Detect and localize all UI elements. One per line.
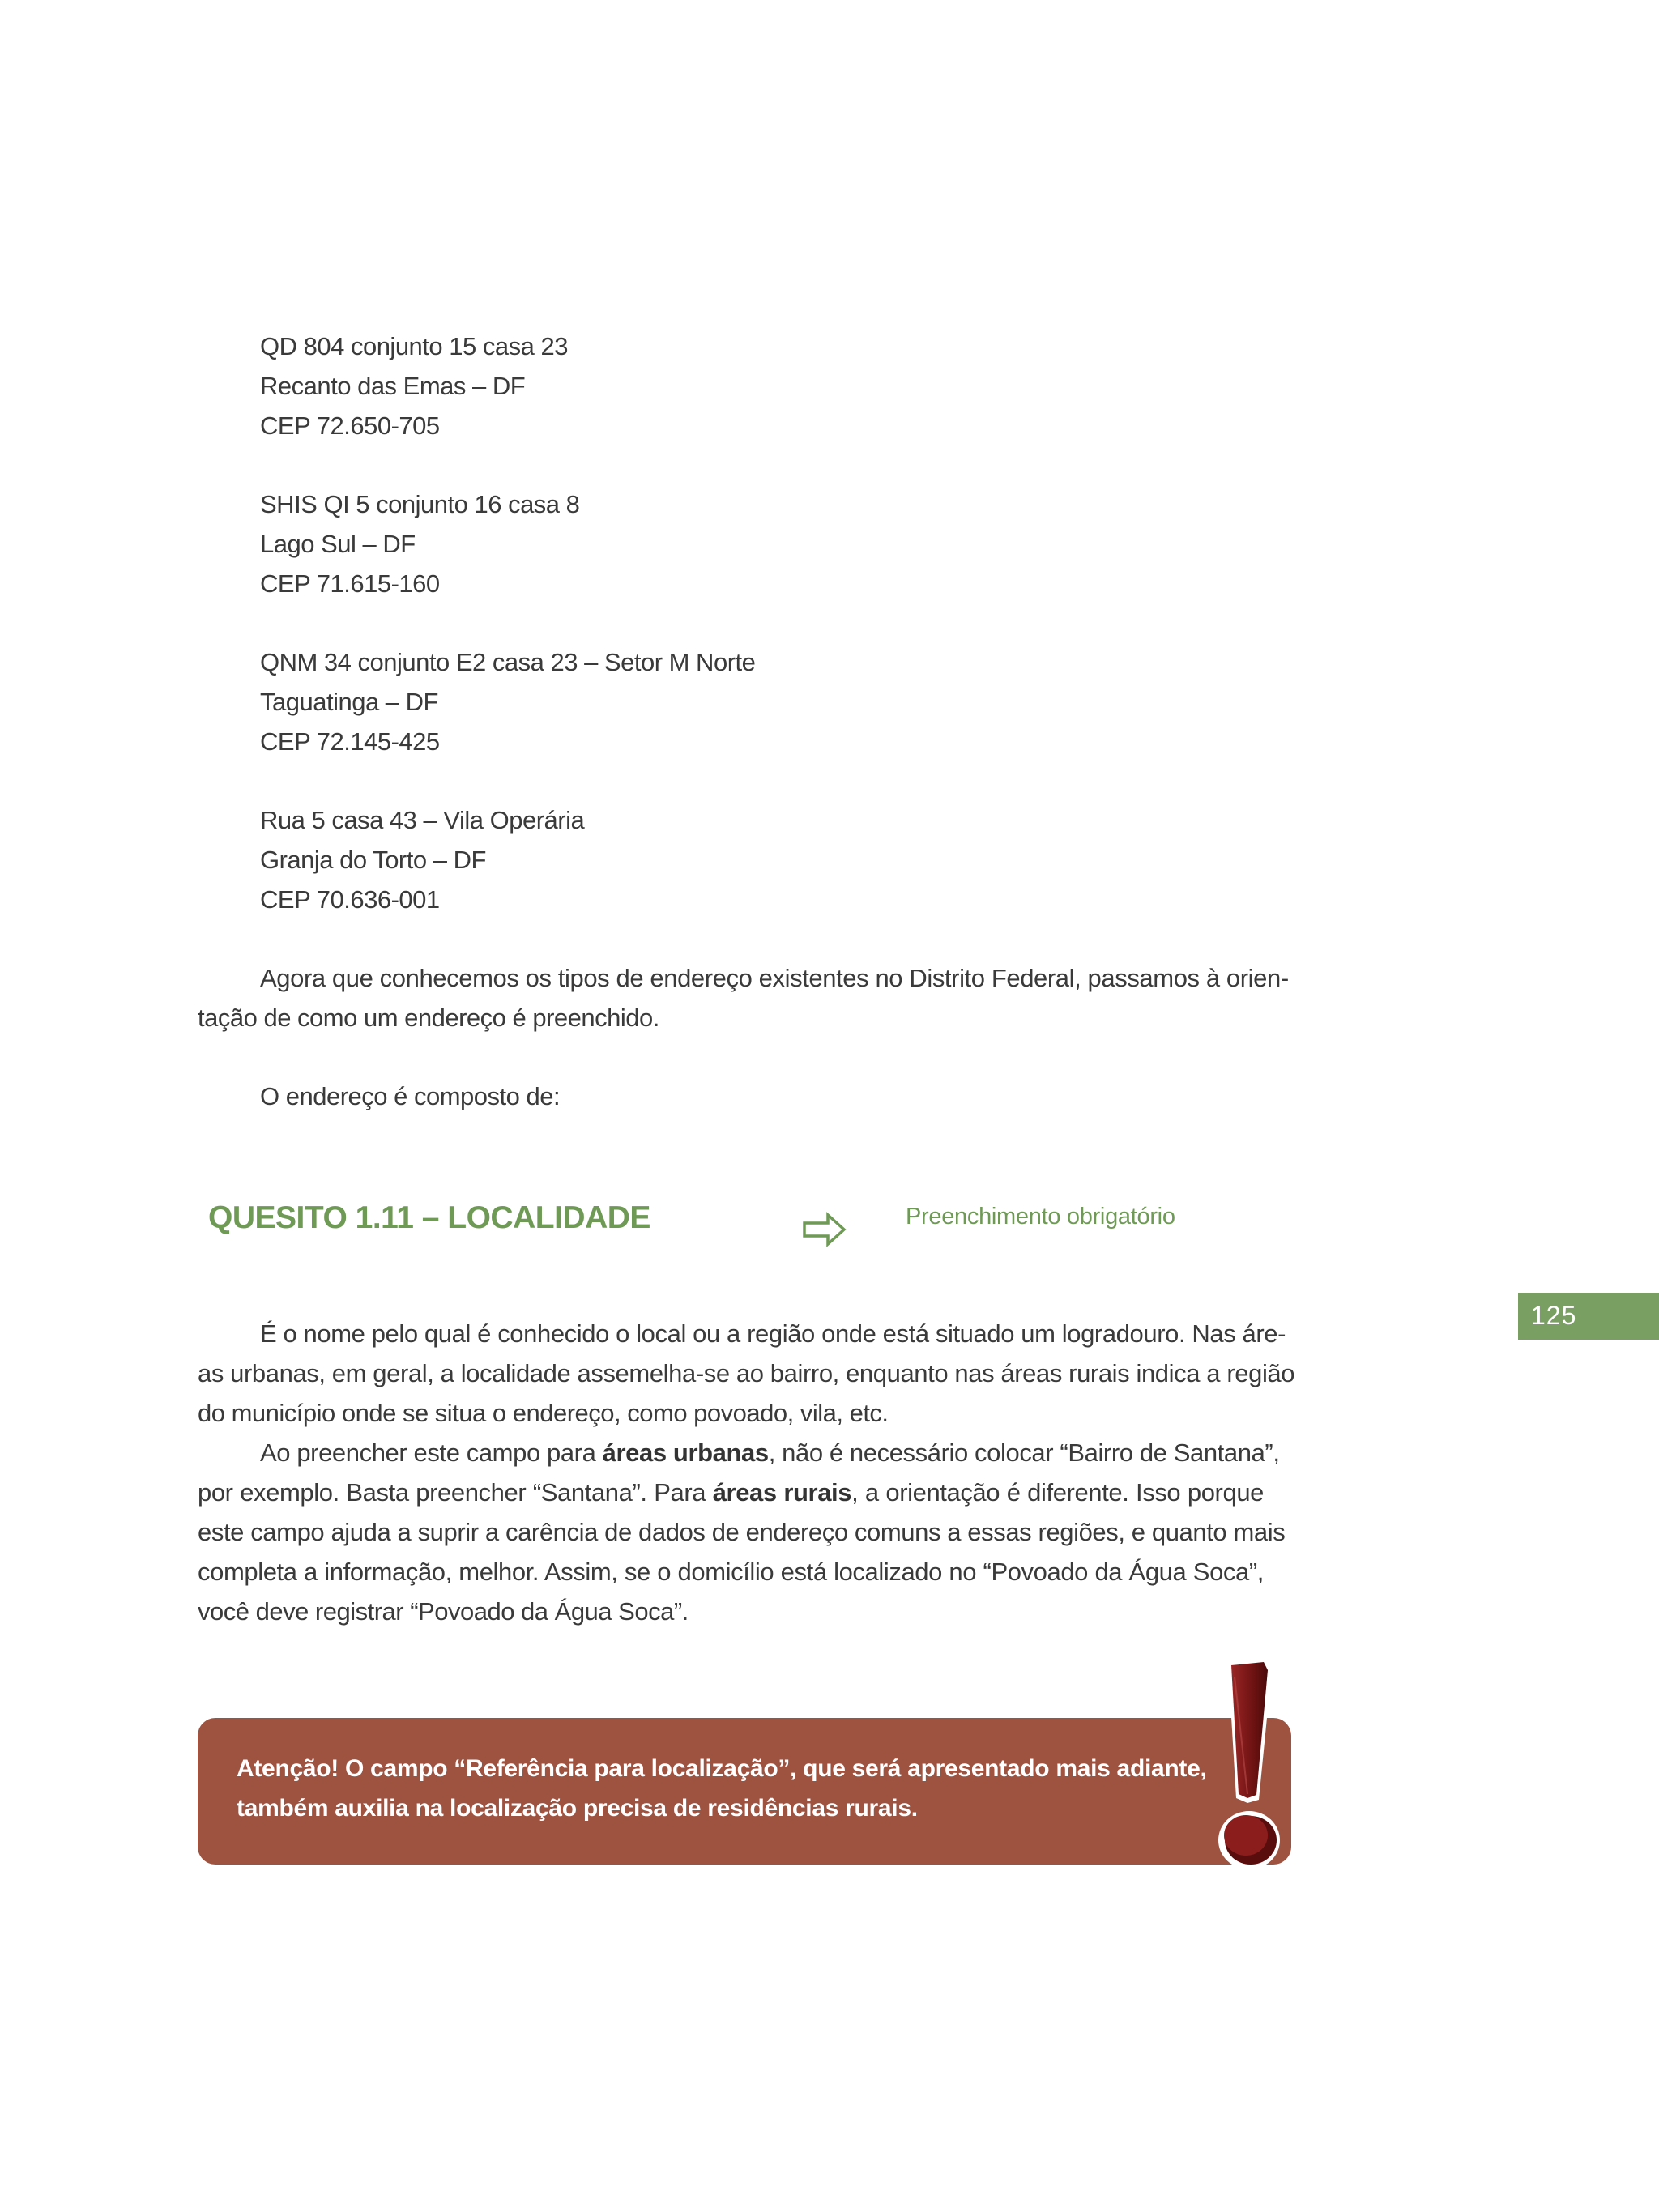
attention-callout — [198, 1718, 1291, 1865]
address-line: CEP 72.145-425 — [260, 727, 440, 756]
address-line: QD 804 conjunto 15 casa 23 — [260, 332, 568, 360]
address-line: CEP 70.636-001 — [260, 885, 440, 914]
section-title: QUESITO 1.11 – LOCALIDADE — [208, 1200, 650, 1235]
address-line: CEP 71.615-160 — [260, 569, 440, 598]
body-paragraph-line — [260, 1433, 1280, 1473]
body-paragraph-line: completa a informação, melhor. Assim, se o domicílio está localizado no “Povoado da Água Soca”, — [198, 1558, 1264, 1586]
text-run: , a orientação é diferente. Isso porque — [851, 1478, 1264, 1507]
page-number: 125 — [1531, 1301, 1577, 1330]
text-run: Ao preencher este campo para — [260, 1438, 603, 1467]
exclamation-icon — [1199, 1652, 1296, 1875]
body-paragraph-line: você deve registrar “Povoado da Água Soca”. — [198, 1597, 689, 1626]
page-number-tab — [1518, 1293, 1659, 1340]
body-paragraph-line: este campo ajuda a suprir a carência de dados de endereço comuns a essas regiões, e quanto mais — [198, 1518, 1286, 1546]
attention-line: Atenção! O campo “Referência para localização”, que será apresentado mais adiante, — [237, 1755, 1207, 1782]
address-line: Lago Sul – DF — [260, 530, 416, 558]
text-run: , não é necessário colocar “Bairro de Santana”, — [768, 1438, 1280, 1467]
attention-line: também auxilia na localização precisa de residências rurais. — [237, 1795, 918, 1822]
text-run: por exemplo. Basta preencher “Santana”. Para — [198, 1478, 713, 1507]
intro-paragraph-line: Agora que conhecemos os tipos de endereço existentes no Distrito Federal, passamos à orien- — [260, 964, 1289, 992]
arrow-right-outline-icon — [802, 1212, 847, 1247]
body-paragraph-line — [198, 1473, 1264, 1512]
address-line: Recanto das Emas – DF — [260, 372, 526, 400]
body-paragraph-line: É o nome pelo qual é conhecido o local ou a região onde está situado um logradouro. Nas áre- — [260, 1319, 1286, 1348]
address-line: SHIS QI 5 conjunto 16 casa 8 — [260, 490, 580, 518]
address-line: Rua 5 casa 43 – Vila Operária — [260, 806, 585, 834]
body-paragraph-line: as urbanas, em geral, a localidade assemelha-se ao bairro, enquanto nas áreas rurais indica a região — [198, 1359, 1295, 1387]
address-line: QNM 34 conjunto E2 casa 23 – Setor M Norte — [260, 648, 756, 676]
emphasis-rural-areas: áreas rurais — [712, 1478, 852, 1507]
emphasis-urban-areas: áreas urbanas — [602, 1438, 769, 1467]
intro-paragraph-line: tação de como um endereço é preenchido. — [198, 1004, 659, 1032]
address-line: Taguatinga – DF — [260, 688, 438, 716]
body-paragraph-line: do município onde se situa o endereço, como povoado, vila, etc. — [198, 1399, 889, 1427]
required-note: Preenchimento obrigatório — [906, 1204, 1175, 1230]
address-line: CEP 72.650-705 — [260, 411, 440, 440]
intro-composed-line: O endereço é composto de: — [260, 1082, 561, 1110]
address-line: Granja do Torto – DF — [260, 846, 486, 874]
